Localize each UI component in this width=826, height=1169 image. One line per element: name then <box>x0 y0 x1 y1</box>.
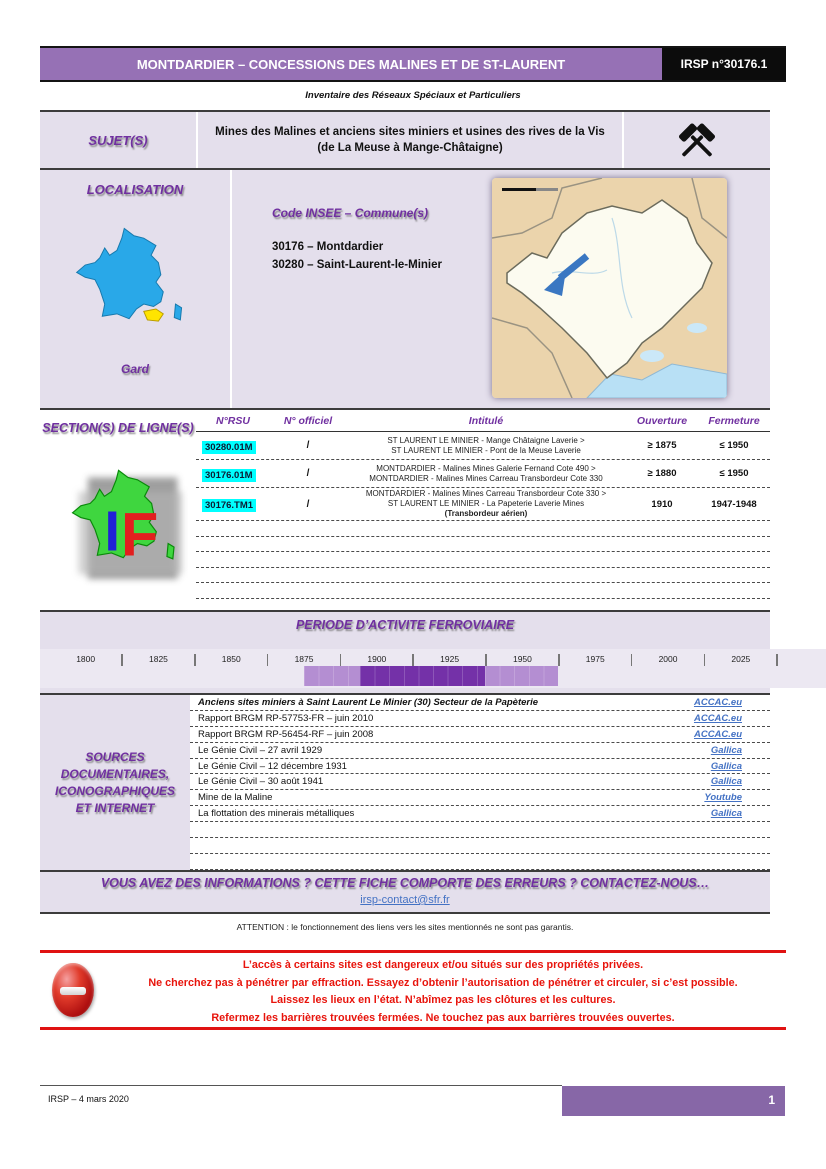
contact-section <box>40 870 770 914</box>
column-header: N°RSU <box>216 414 250 427</box>
header-bar <box>40 46 786 82</box>
rsu-cell <box>196 437 270 455</box>
svg-text:I: I <box>104 500 121 564</box>
source-link[interactable]: ACCAC.eu <box>693 696 742 708</box>
sources-section <box>40 695 770 870</box>
subject-label: SUJET(S) <box>40 112 198 168</box>
line-sections-section <box>40 408 770 610</box>
timeline-year-label: 1825 <box>148 654 168 664</box>
timeline-year-label: 1850 <box>221 654 241 664</box>
footer-page-box <box>562 1086 785 1116</box>
no-entry-icon <box>52 963 94 1017</box>
intitule-line: MONTDARDIER - Malines Mines Galerie Fernand Cote 490 > <box>376 463 596 473</box>
intitule-line: ST LAURENT LE MINIER - Pont de la Meuse Laverie <box>391 445 581 455</box>
timeline-year-label: 2000 <box>658 654 678 664</box>
gard-highlight <box>144 309 164 321</box>
irsp-number-badge: IRSP n°30176.1 <box>662 48 786 80</box>
column-header: Fermeture <box>708 414 760 427</box>
officiel-cell: / <box>306 440 310 451</box>
ouverture-cell: ≥ 1880 <box>647 468 677 479</box>
source-link[interactable]: Gallica <box>710 744 742 756</box>
rsu-value: 30280.01M <box>202 441 256 454</box>
empty-source-row <box>190 822 770 838</box>
subject-line1: Mines des Malines et anciens sites miniers et usines des rives de la Vis <box>215 126 605 138</box>
source-title: Anciens sites miniers à Saint Laurent Le Minier (30) Secteur de la Papèterie <box>198 696 539 708</box>
commune-item: 30280 – Saint-Laurent-le-Minier <box>272 259 442 271</box>
source-row <box>190 759 770 775</box>
empty-table-row <box>196 568 770 584</box>
source-title: La flottation des minerais métalliques <box>198 808 355 820</box>
timeline-segment <box>304 666 359 686</box>
source-title: Rapport BRGM RP-57753-FR – juin 2010 <box>198 712 374 724</box>
map-scale-bar <box>502 188 558 191</box>
svg-text:F: F <box>120 500 159 570</box>
rsu-value: 30176.TM1 <box>202 499 256 512</box>
fermeture-cell: ≤ 1950 <box>719 468 749 479</box>
source-title: Mine de la Maline <box>198 792 273 804</box>
ouverture-cell: 1910 <box>651 498 673 510</box>
source-title: Le Génie Civil – 27 avril 1929 <box>198 744 323 756</box>
footer-divider <box>40 1085 562 1086</box>
source-title: Rapport BRGM RP-56454-RF – juin 2008 <box>198 728 374 740</box>
source-row <box>190 695 770 711</box>
line-table <box>196 410 770 599</box>
sources-list <box>190 695 770 870</box>
fermeture-cell: ≤ 1950 <box>719 440 749 451</box>
column-divider <box>230 170 232 408</box>
insee-heading: Code INSEE – Commune(s) <box>272 206 429 220</box>
timeline-segment <box>360 666 485 686</box>
commune-item: 30176 – Montdardier <box>272 241 384 253</box>
activity-period-section <box>40 610 770 695</box>
if-france-logo <box>68 468 188 586</box>
intitule-line: ST LAURENT LE MINIER - La Papeterie Laverie Mines <box>387 499 585 508</box>
warning-line: Refermez les barrières trouvées fermées. Ne touchez pas aux barrières trouvées ouvertes. <box>211 1011 675 1024</box>
intitule-line: MONTDARDIER - Malines Mines Carreau Transbordeur Cote 330 <box>369 473 603 483</box>
source-title: Le Génie Civil – 12 décembre 1931 <box>198 760 347 772</box>
source-link[interactable]: ACCAC.eu <box>693 712 742 724</box>
page-number: 1 <box>768 1093 775 1107</box>
intitule-line: MONTDARDIER - Malines Mines Carreau Transbordeur Cote 330 > <box>365 489 607 498</box>
warning-text <box>112 957 774 1027</box>
intitule-cell <box>346 436 626 456</box>
column-header: N° officiel <box>283 414 333 427</box>
attention-note: ATTENTION : le fonctionnement des liens vers les sites mentionnés ne sont pas garantis. <box>236 922 574 932</box>
column-header: Ouverture <box>636 414 688 427</box>
line-row <box>196 460 770 488</box>
officiel-cell: / <box>306 498 310 510</box>
subject-line2: (de La Meuse à Mange-Châtaigne) <box>317 142 503 154</box>
contact-heading: VOUS AVEZ DES INFORMATIONS ? CETTE FICHE COMPORTE DES ERREURS ? CONTACTEZ-NOUS… <box>100 876 710 890</box>
activity-period-title: PERIODE D’ACTIVITE FERROVIAIRE <box>295 618 515 632</box>
intitule-cell <box>346 464 626 484</box>
subject-section <box>40 110 770 170</box>
timeline-bar <box>40 666 770 686</box>
rsu-cell <box>196 495 270 513</box>
source-link[interactable]: ACCAC.eu <box>693 728 742 740</box>
source-row <box>190 774 770 790</box>
empty-table-row <box>196 552 770 568</box>
rsu-cell <box>196 465 270 483</box>
timeline-year-label: 1875 <box>294 654 314 664</box>
footer-date: IRSP – 4 mars 2020 <box>48 1094 129 1104</box>
crossed-hammers-icon <box>624 112 770 168</box>
contact-email-link[interactable]: irsp-contact@sfr.fr <box>360 894 450 906</box>
page-title: MONTDARDIER – CONCESSIONS DES MALINES ET DE ST-LAURENT <box>136 56 566 72</box>
empty-source-row <box>190 854 770 870</box>
warning-line: L’accès à certains sites est dangereux et/ou situés sur des propriétés privées. <box>242 959 644 971</box>
timeline-tick <box>776 654 778 666</box>
intitule-cell <box>346 489 626 519</box>
timeline-year-label: 1975 <box>585 654 605 664</box>
timeline-year-label: 1800 <box>76 654 96 664</box>
gard-department-map <box>492 178 727 398</box>
document-subtitle: Inventaire des Réseaux Spéciaux et Particuliers <box>305 90 521 101</box>
department-label: Gard <box>120 362 149 376</box>
source-row <box>190 743 770 759</box>
source-title: Le Génie Civil – 30 août 1941 <box>198 776 324 788</box>
localisation-section <box>40 170 770 408</box>
line-table-body <box>196 432 770 599</box>
warning-line: Laissez les lieux en l’état. N’abîmez pas les clôtures et les cultures. <box>270 994 616 1006</box>
rsu-value: 30176.01M <box>202 469 256 482</box>
fermeture-cell: 1947-1948 <box>711 498 757 510</box>
source-link[interactable]: Gallica <box>710 760 742 772</box>
sources-label: SOURCES DOCUMENTAIRES, ICONOGRAPHIQUES ET INTERNET <box>40 695 190 870</box>
source-link[interactable]: Gallica <box>710 808 742 820</box>
source-row <box>190 727 770 743</box>
line-row <box>196 432 770 460</box>
source-row <box>190 790 770 806</box>
localisation-label: LOCALISATION <box>86 182 184 197</box>
timeline-segment <box>485 666 558 686</box>
commune-list <box>272 238 442 274</box>
line-row <box>196 488 770 521</box>
france-map <box>73 226 195 348</box>
source-link[interactable]: Gallica <box>710 776 742 788</box>
empty-source-row <box>190 838 770 854</box>
intitule-line: (Transbordeur aérien) <box>444 509 528 518</box>
source-link[interactable]: Youtube <box>704 792 742 804</box>
warning-box <box>40 950 786 1030</box>
source-row <box>190 711 770 727</box>
timeline-year-label: 1925 <box>440 654 460 664</box>
empty-table-row <box>196 521 770 537</box>
source-row <box>190 806 770 822</box>
column-header: Intitulé <box>468 414 504 427</box>
officiel-cell: / <box>306 468 310 479</box>
line-table-header <box>196 410 770 432</box>
subject-text <box>198 112 624 168</box>
empty-table-row <box>196 537 770 553</box>
timeline-year-label: 1950 <box>512 654 532 664</box>
ouverture-cell: ≥ 1875 <box>647 440 677 451</box>
timeline-year-label: 1900 <box>367 654 387 664</box>
timeline-year-label: 2025 <box>731 654 751 664</box>
warning-line: Ne cherchez pas à pénétrer par effraction. Essayez d’obtenir l’autorisation de pénétrer et circuler, si c’est possible. <box>148 976 738 989</box>
intitule-line: ST LAURENT LE MINIER - Mange Châtaigne Laverie > <box>387 435 585 445</box>
line-sections-label: SECTION(S) DE LIGNE(S) <box>42 421 194 435</box>
empty-table-row <box>196 583 770 599</box>
